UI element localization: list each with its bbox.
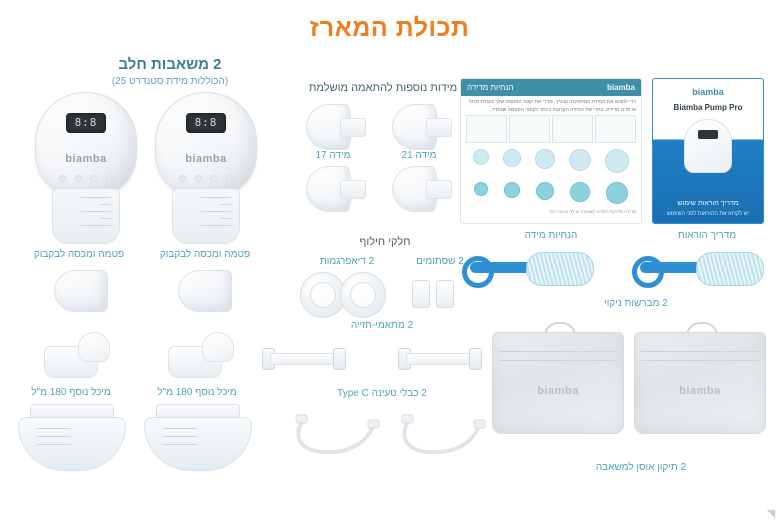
- bra-adapter-1: [262, 346, 346, 370]
- manual-line-1: מדריך הוראות שימוש: [677, 200, 739, 207]
- pump-brand-label: biamba: [185, 153, 227, 165]
- extra-sizes-heading: מידות נוספות להתאמה מושלמת: [308, 82, 458, 94]
- caption-size-guide: הנחיות מידה: [524, 230, 578, 241]
- breast-pump-1: [32, 92, 138, 242]
- breast-pump-2: [152, 92, 258, 242]
- bottle-nipple-right: [168, 330, 238, 380]
- caption-valves: 2 שסתומים: [416, 256, 464, 267]
- diaphragm-2: [340, 272, 386, 318]
- manual-line-2: יש לקרוא את ההוראות לפני השימוש: [666, 211, 750, 217]
- manual-pump-illustration: [684, 119, 732, 173]
- pump-buttons: [179, 175, 233, 182]
- flange-21-a: [392, 104, 458, 150]
- usb-cable-2: [398, 412, 490, 458]
- size-guide-card: [460, 78, 642, 224]
- valve-2: [436, 280, 454, 308]
- caption-storage-right: מיכל נוסף 180 מ"ל: [157, 387, 237, 398]
- pump-bottle: [172, 188, 240, 244]
- pump-dome: [155, 92, 257, 198]
- storage-container-right: [142, 404, 252, 472]
- bottle-nipple-left: [44, 330, 114, 380]
- pump-buttons: [59, 175, 113, 182]
- pump-display: 8:8: [186, 113, 226, 133]
- pouch-brand: biamba: [537, 385, 579, 397]
- valve-1: [412, 280, 430, 308]
- pouch-brand: biamba: [679, 385, 721, 397]
- size-dots-row-1: [461, 143, 641, 176]
- spare-parts-heading: חלקי חילוף: [359, 236, 411, 248]
- caption-manual: מדריך הוראות: [677, 230, 737, 241]
- page-title: תכולת המארז: [309, 14, 470, 42]
- caption-storage-left: מיכל נוסף 180 מ"ל: [31, 387, 111, 398]
- size-guide-subtext: כדי למצוא את המידה המתאימה עבורך, מדדי את קוטר הפטמה שלך בעזרת סרגל או סרט מדידה. בחרי את המידה הקרובה ביותר לקוטר הפטמה שנמדד.: [468, 99, 636, 113]
- caption-bra-adapters: 2 מתאמי-חזייה: [350, 320, 414, 331]
- usb-cable-1: [292, 412, 384, 458]
- caption-nipple-cap-left: פטמה ומכסה לבקבוק: [33, 249, 125, 260]
- label-size-17: מידה 17: [315, 150, 351, 161]
- storage-pouch-1: [492, 322, 622, 432]
- bra-adapter-2: [398, 346, 482, 370]
- card-brand: biamba: [606, 83, 635, 92]
- bottle-cap-right: [172, 268, 236, 314]
- instruction-manual-card: [652, 78, 764, 224]
- cleaning-brush-2: [640, 250, 766, 290]
- bottle-cap-left: [48, 268, 112, 314]
- caption-usb-cables: 2 כבלי טעינה Type C: [337, 388, 427, 399]
- manual-title: Biamba Pump Pro: [673, 103, 743, 112]
- flange-21-b: [392, 166, 458, 212]
- flange-17-a: [306, 104, 372, 150]
- flange-17-b: [306, 166, 372, 212]
- size-dots-row-2: [461, 176, 641, 207]
- storage-pouch-2: [634, 322, 764, 432]
- caption-pouches: 2 תיקון אוסן למשאבה: [595, 462, 687, 473]
- storage-container-left: [16, 404, 126, 472]
- scroll-indicator-icon: ◥: [766, 508, 776, 520]
- size-guide-footnote: מדידה מדויקת תסייע לשאיבה יעילה ונוחה יותר: [548, 209, 636, 214]
- size-guide-table: [461, 115, 641, 143]
- caption-brushes: 2 מברשות ניקוי: [604, 298, 668, 309]
- pump-brand-label: biamba: [65, 153, 107, 165]
- card-header-title: הנחיות מדידה: [467, 83, 514, 92]
- pump-bottle: [52, 188, 120, 244]
- cleaning-brush-1: [470, 250, 596, 290]
- caption-nipple-cap-right: פטמה ומכסה לבקבוק: [159, 249, 251, 260]
- caption-diaphragms: 2 דיאפרגמות: [319, 256, 375, 267]
- label-size-21: מידה 21: [401, 150, 437, 161]
- size-guide-card-header: [461, 79, 641, 96]
- pump-display: 8:8: [66, 113, 106, 133]
- pumps-heading: 2 משאבות חלב (הכוללות מידת סטנדרט 25): [111, 56, 229, 87]
- pump-dome: [35, 92, 137, 198]
- manual-brand: biamba: [692, 87, 724, 97]
